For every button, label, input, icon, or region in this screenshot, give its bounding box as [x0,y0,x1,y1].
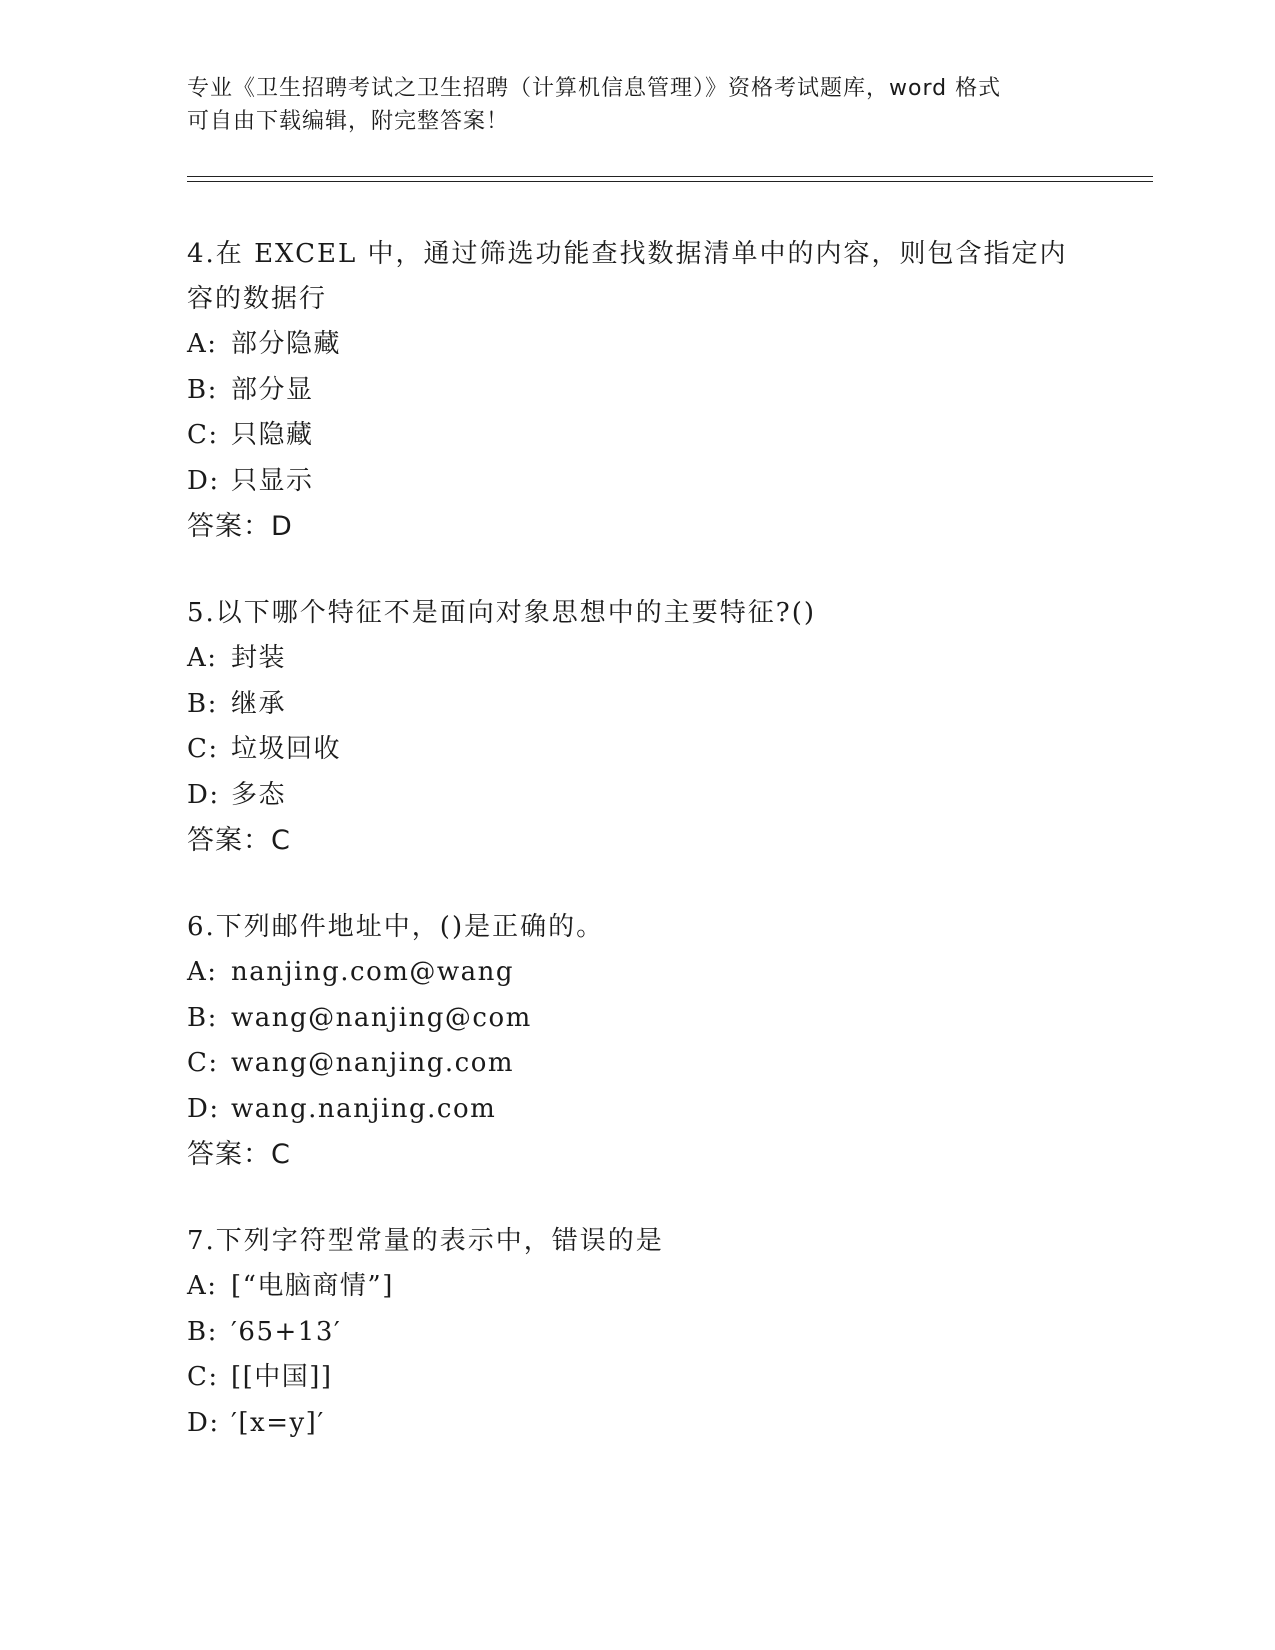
option-text: wang@nanjing.com [231,1048,515,1078]
option-letter: C: [187,734,219,764]
option-letter: D: [187,779,220,810]
option-letter: C: [187,1362,219,1392]
option-d [187,1401,1087,1447]
option-letter: A: [187,957,218,987]
option-a [187,636,1087,682]
question-7 [187,1219,1087,1446]
option-b [187,682,1087,728]
option-letter: D: [187,465,220,496]
option-text: 垃圾回收 [231,734,342,764]
option-text: ′[x=y]′ [231,1407,325,1438]
option-text: 封装 [231,643,287,673]
option-text: wang.nanjing.com [231,1093,497,1124]
option-text: 部分显 [231,374,314,405]
option-a [187,950,1087,996]
option-b [187,368,1087,414]
option-letter: A: [187,329,218,359]
option-b [187,996,1087,1042]
option-text: 继承 [231,688,287,719]
option-d [187,773,1087,819]
header-line-1: 专业《卫生招聘考试之卫生招聘（计算机信息管理）》资格考试题库，word 格式 [187,76,1002,101]
option-letter: C: [187,420,219,450]
question-stem: 6.下列邮件地址中，()是正确的。 [187,912,605,942]
question-6 [187,905,1087,1178]
option-c [187,1355,1087,1401]
option-letter: D: [187,1407,220,1438]
option-letter: C: [187,1048,219,1078]
option-c [187,413,1087,459]
option-letter: B: [187,1316,218,1347]
option-text: [[中国]] [231,1362,333,1392]
answer-line: 答案：C [187,1139,291,1170]
document-header [187,72,1067,138]
question-5 [187,591,1087,864]
option-text: nanjing.com@wang [231,957,515,987]
option-a [187,322,1087,368]
option-text: 只隐藏 [231,420,314,450]
option-letter: A: [187,643,218,673]
answer-line: 答案：D [187,511,293,542]
option-d [187,1087,1087,1133]
option-text: 只显示 [231,465,314,496]
option-letter: A: [187,1271,218,1301]
option-text: 多态 [231,779,287,810]
option-text: wang@nanjing@com [231,1002,532,1033]
option-c [187,1041,1087,1087]
option-b [187,1310,1087,1356]
option-c [187,727,1087,773]
option-d [187,459,1087,505]
answer-line: 答案：C [187,825,291,856]
header-divider-bottom [187,181,1153,182]
option-letter: B: [187,688,218,719]
option-text: ′65+13′ [231,1316,342,1347]
question-stem: 5.以下哪个特征不是面向对象思想中的主要特征?() [187,598,817,628]
question-4 [187,232,1087,550]
option-letter: B: [187,1002,218,1033]
option-letter: B: [187,374,218,405]
question-stem: 7.下列字符型常量的表示中，错误的是 [187,1226,664,1256]
option-text: [“电脑商情”] [231,1271,394,1301]
option-a [187,1264,1087,1310]
option-text: 部分隐藏 [231,329,342,359]
question-list [187,232,1087,1487]
option-letter: D: [187,1093,220,1124]
question-stem: 4.在 EXCEL 中，通过筛选功能查找数据清单中的内容，则包含指定内 [187,239,1068,269]
header-divider-top [187,176,1153,177]
question-stem-continued: 容的数据行 [187,284,328,314]
header-line-2: 可自由下载编辑，附完整答案！ [187,109,510,134]
